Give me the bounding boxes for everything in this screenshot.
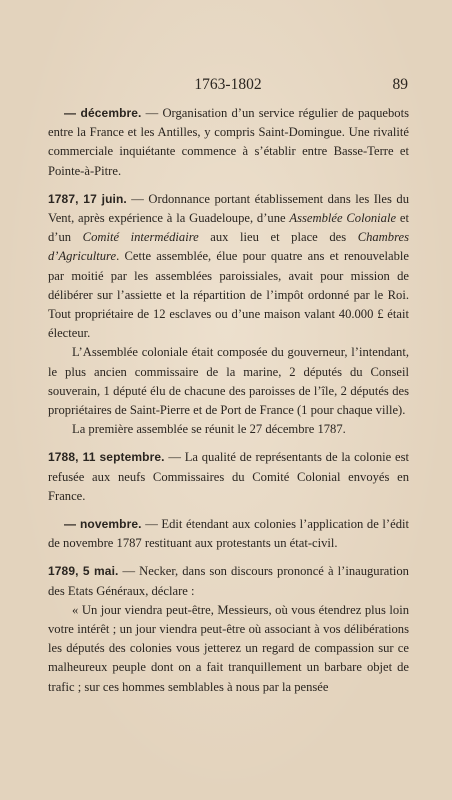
paragraph-first-assembly: La première assemblée se réunit le 27 décembre 1787. [72, 422, 346, 437]
entry-text: — Necker, dans son discours prononcé à l’inauguration des Etats Généraux, déclare : [48, 564, 409, 598]
paragraph-necker-quote: « Un jour viendra peut-être, Messieurs, où vous étendrez plus loin votre intérêt ; un jour viendra peut-être où associant à vos délibérations les députés des colonies vous jetterez un regard de compassion sur ce malheureux peuple dont on a fait tranquillement un barbare objet de trafic ; sur ces hommes semblables à nous par la pensée [48, 602, 409, 694]
running-header [48, 76, 408, 96]
entry-text: aux lieu et place des [198, 230, 358, 245]
entry-date: 1788, 11 septembre. [48, 450, 165, 465]
entry-november [48, 515, 409, 553]
entry-1787-june [48, 190, 409, 344]
running-title: 1763-1802 [194, 76, 262, 93]
entry-1789-may [48, 562, 409, 600]
entry-december [48, 104, 409, 181]
paragraph-assembly-composition: L’Assemblée coloniale était composée du gouverneur, l’intendant, le plus ancien commissaire de la marine, 2 députés du Conseil souverain, 1 député élu de chacune des paroisses de l’île, 2 députés des propriétaires de Saint-Pierre et de Port de France (1 pour chaque ville). [48, 345, 409, 418]
entry-date: 1787, 17 juin. [48, 191, 127, 206]
italic-term: Chambres d’Agriculture [48, 230, 409, 264]
entry-date: 1789, 5 mai. [48, 564, 119, 579]
entry-1788-september [48, 448, 409, 506]
entry-date: — novembre. [64, 517, 142, 532]
italic-term: Comité intermédiaire [82, 230, 199, 245]
entry-date: — décembre. [64, 106, 142, 120]
italic-term: Assemblée Coloniale [289, 211, 397, 226]
entry-text: — La qualité de représentants de la colonie est refusée aux neufs Commissaires du Comité Colonial envoyés en France. [48, 450, 410, 503]
entry-text: — Edit étendant aux colonies l’application de l’édit de novembre 1787 restituant aux protestants un état-civil. [48, 517, 409, 551]
entry-text: — Organisation d’un service régulier de paquebots entre la France et les Antilles, y compris Saint-Domingue. Une rivalité commerciale inquiétante commence à s’établir entre Basse-Terre et Pointe-à-Pitre. [48, 106, 410, 178]
body-text [48, 104, 409, 697]
page-number: 89 [392, 76, 408, 93]
entry-text: et d’un [48, 211, 409, 245]
entry-text: . Cette assemblée, élue pour quatre ans et renouvelable par moitié par les assemblées paroissiales, avait pour mission de délibérer sur l’assiette et la répartition de l’impôt ordonné par le Roi. Tout propriétaire de 12 esclaves ou d’une maison valant 40.000 £ était électeur. [48, 249, 409, 341]
entry-text: — Ordonnance portant établissement dans les Iles du Vent, après expérience à la Guadeloupe, d’une [48, 191, 409, 226]
